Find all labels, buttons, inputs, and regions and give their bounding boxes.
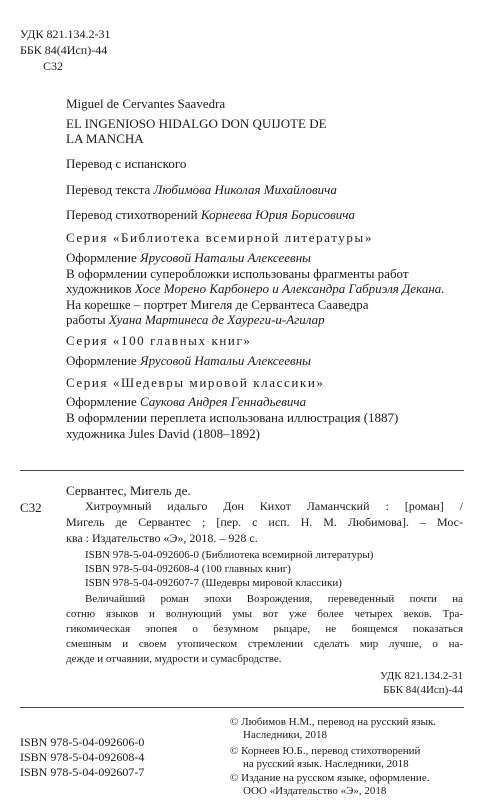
copyright-2-line2: на русский язык. Наследники, 2018 <box>243 758 409 770</box>
series2-designer: Ярусовой Натальи Алексеевны <box>140 353 311 368</box>
bottom-bbk-code: ББК 84(4Исп)-44 <box>383 684 463 696</box>
bottom-udk-code: УДК 821.134.2-31 <box>380 670 463 682</box>
original-title-line2: LA MANCHA <box>66 131 144 146</box>
annotation-line2: сотню языков и волнующий умы вот уже более четырех веков. Тра- <box>66 608 463 620</box>
series3-designer: Саукова Андрея Геннадьевича <box>140 394 307 409</box>
series3-binding-note-line1: В оформлении переплета использована иллюстрация (1887) <box>66 410 399 425</box>
verse-translation-credit <box>66 207 355 222</box>
series1-cover-artists: Хосе Морено Карбонеро и Александра Габриэля Декана. <box>134 281 445 296</box>
text-translation-label: Перевод текста <box>66 182 151 197</box>
catalog-mark: С32 <box>20 500 42 515</box>
catalog-heading: Сервантес, Мигель де. <box>66 483 191 498</box>
series1-name: Серия «Библиотека всемирной литературы» <box>66 230 373 245</box>
series1-design-label: Оформление <box>66 250 137 265</box>
author-mark: С32 <box>43 59 64 73</box>
catalog-isbn2: ISBN 978-5-04-092608-4 (100 главных книг) <box>85 563 291 575</box>
original-title-line1: EL INGENIOSO HIDALGO DON QUIJOTE DE <box>66 116 327 131</box>
copyright-2-line1: © Корнеев Ю.Б., перевод стихотворений <box>230 745 421 757</box>
series3-design-label: Оформление <box>66 394 137 409</box>
series1-spine-note-line1: На корешке – портрет Мигеля де Сервантеса Сааведра <box>66 297 369 312</box>
series1-spine-note-line2 <box>66 312 325 327</box>
series2-name: Серия «100 главных книг» <box>66 333 252 348</box>
copyright-3-line2: ООО «Издательство «Э», 2018 <box>243 785 387 797</box>
isbn-1: ISBN 978-5-04-092606-0 <box>20 735 145 749</box>
catalog-isbn1: ISBN 978-5-04-092606-0 (Библиотека всемирной литературы) <box>85 549 374 561</box>
catalog-entry-line3: ква : Издательство «Э», 2018. – 928 с. <box>66 531 258 545</box>
series3-name: Серия «Шедевры мировой классики» <box>66 375 325 390</box>
text-translator: Любимова Николая Михайловича <box>153 182 337 197</box>
bbk-code: ББК 84(4Исп)-44 <box>20 43 108 57</box>
series1-cover-note-line2 <box>66 281 445 296</box>
series1-cover-note-line1: В оформлении суперобложки использованы фрагменты работ <box>66 266 409 281</box>
series2-design-label: Оформление <box>66 353 137 368</box>
udk-code: УДК 821.134.2-31 <box>20 27 111 41</box>
original-author: Miguel de Cervantes Saavedra <box>66 96 226 111</box>
series3-design <box>66 394 306 409</box>
series1-cover-note-label: художников <box>66 281 132 296</box>
series3-binding-note-line2: художника Jules David (1808–1892) <box>66 426 260 441</box>
section-divider <box>20 470 464 471</box>
series1-spine-artist: Хуана Мартинеса де Хауреги-и-Агилар <box>108 312 325 327</box>
copyright-1-line2: Наследники, 2018 <box>243 729 328 741</box>
annotation-line5: дежде и отчаянии, мудрости и сумасбродстве. <box>66 653 282 665</box>
translated-from: Перевод с испанского <box>66 156 187 171</box>
isbn-3: ISBN 978-5-04-092607-7 <box>20 765 145 779</box>
catalog-isbn3: ISBN 978-5-04-092607-7 (Шедевры мировой классики) <box>85 577 342 589</box>
catalog-entry-line2: Мигель де Сервантес ; [пер. с исп. Н. М. Любимова]. – Мос- <box>66 515 463 529</box>
annotation-line3: гикомическая эпопея о безумном рыцаре, не боящемся показаться <box>66 623 463 635</box>
copyright-3-line1: © Издание на русском языке, оформление. <box>230 772 430 784</box>
copyright-1-line1: © Любимов Н.М., перевод на русский язык. <box>230 716 437 728</box>
verse-translation-label: Перевод стихотворений <box>66 207 198 222</box>
series2-design <box>66 353 311 368</box>
bottom-divider <box>20 707 464 708</box>
isbn-2: ISBN 978-5-04-092608-4 <box>20 750 145 764</box>
series1-spine-note-label: работы <box>66 312 106 327</box>
series1-design <box>66 250 311 265</box>
catalog-entry-line1: Хитроумный идальго Дон Кихот Ламанчский : [роман] / <box>85 499 463 513</box>
text-translation-credit <box>66 182 337 197</box>
annotation-line4: смешным и своем утопическом стремлении сделать мир лучше, о на- <box>66 638 463 650</box>
series1-designer: Ярусовой Натальи Алексеевны <box>140 250 311 265</box>
annotation-line1: Величайший роман эпохи Возрождения, переведенный почти на <box>85 593 463 605</box>
verse-translator: Корнеева Юрия Борисовича <box>200 207 355 222</box>
